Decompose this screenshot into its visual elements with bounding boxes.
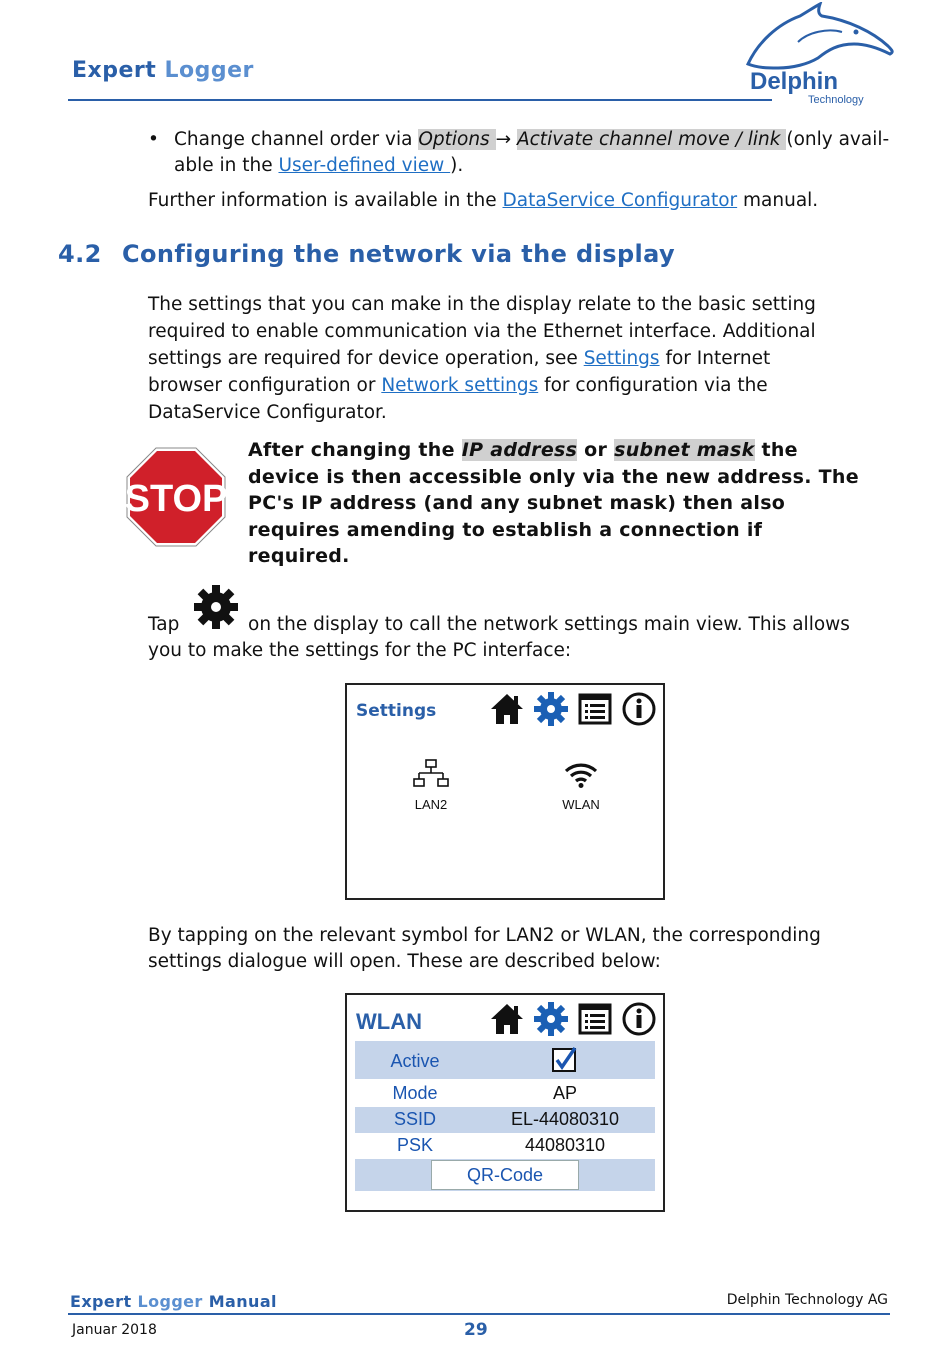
dataservice-configurator-link[interactable]: DataService Configurator	[502, 190, 738, 211]
wlan-screen-title: WLAN	[356, 1009, 422, 1034]
settings-screen	[345, 683, 665, 900]
settings-gear-icon[interactable]	[533, 691, 569, 727]
gear-icon	[193, 584, 239, 630]
tap-text-line2: you to make the settings for the PC interface:	[148, 640, 572, 661]
lan-label: LAN2	[414, 797, 448, 812]
checkmark-icon	[551, 1046, 579, 1074]
settings-gear-icon[interactable]	[533, 1001, 569, 1037]
wlan-screen	[345, 993, 665, 1212]
stop-sign-icon	[126, 447, 226, 547]
logo-text: Delphin	[750, 68, 838, 95]
wlan-row-mode[interactable]: Mode AP	[392, 1083, 577, 1103]
wlan-toolbar	[489, 1001, 657, 1037]
page-number: 29	[464, 1320, 488, 1340]
wlan-row-active: Active	[355, 1041, 655, 1079]
warning-text: After changing the IP address or subnet mask the device is then accessible only via the new address. The PC's IP address (and any subnet mask) then also requires amending to establish a connection if required.	[248, 439, 859, 567]
settings-toolbar	[489, 691, 657, 727]
stop-label: STOP	[126, 478, 226, 520]
user-defined-view-link[interactable]: User-defined view	[278, 155, 451, 176]
home-icon[interactable]	[489, 1001, 525, 1037]
bullet-item: Change channel order via Options → Activate channel move / link (only avail- able in the User-defined view ).	[174, 129, 890, 176]
qr-code-button[interactable]: QR-Code	[431, 1160, 579, 1190]
footer-company: Delphin Technology AG	[726, 1292, 888, 1308]
logo-subtext: Technology	[808, 94, 864, 106]
header-rule	[68, 99, 772, 101]
info-icon[interactable]	[621, 691, 657, 727]
para2-line1: By tapping on the relevant symbol for LAN2 or WLAN, the corresponding	[148, 925, 821, 946]
lan-network-icon[interactable]	[413, 759, 449, 789]
bullet-dot: •	[148, 129, 159, 150]
footer-date: Januar 2018	[72, 1322, 157, 1338]
section-heading: 4.2 Configuring the network via the display	[58, 240, 676, 268]
list-icon[interactable]	[577, 1001, 613, 1037]
wlan-row-psk[interactable]: PSK 44080310	[396, 1135, 606, 1155]
delphin-logo	[738, 2, 898, 112]
wlan-label: WLAN	[562, 797, 600, 812]
intro-paragraph: The settings that you can make in the display relate to the basic setting required to enable communication via the Ethernet interface. Additional settings are required for device operation, see Settings for Internet browser configuration or Network settings for configuration via the DataService Configurator.	[148, 294, 816, 423]
further-info: Further information is available in the DataService Configurator manual.	[148, 190, 819, 211]
footer-rule	[68, 1313, 890, 1315]
tap-text: on the display to call the network settings main view. This allows	[248, 614, 850, 635]
footer-manual-title: Expert Logger Manual	[70, 1292, 277, 1311]
settings-link[interactable]: Settings	[583, 348, 660, 369]
header-title: Expert Logger	[72, 58, 254, 83]
home-icon[interactable]	[489, 691, 525, 727]
para2-line2: settings dialogue will open. These are described below:	[148, 951, 661, 972]
wifi-icon[interactable]	[563, 759, 599, 789]
tap-word: Tap	[148, 614, 180, 635]
network-settings-link[interactable]: Network settings	[381, 375, 539, 396]
active-checkbox[interactable]	[551, 1046, 579, 1074]
settings-screen-title: Settings	[356, 701, 437, 721]
info-icon[interactable]	[621, 1001, 657, 1037]
list-icon[interactable]	[577, 691, 613, 727]
wlan-row-ssid[interactable]: SSID EL-44080310	[355, 1107, 655, 1133]
wlan-row-qr	[355, 1159, 655, 1191]
